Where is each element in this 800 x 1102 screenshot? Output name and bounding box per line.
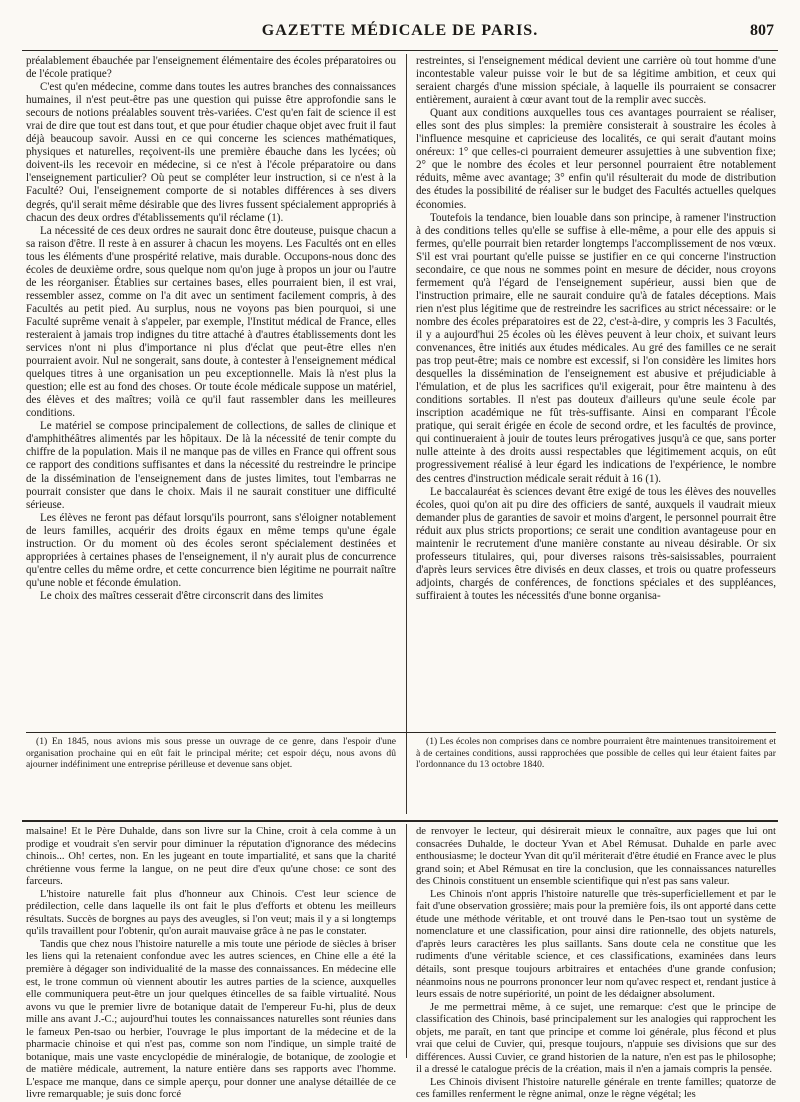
paragraph: Les Chinois divisent l'histoire naturelle générale en trente familles; quatorze de ces familles renferment le règne animal, onze le règne végétal; les <box>416 1076 776 1101</box>
footnote-text: (1) Les écoles non comprises dans ce nombre pourraient être maintenues transitoirement et à de certaines conditions, aussi rapprochées que possible de celles qui leur étaient faites par l'ordonnance du 13 octobre 1840. <box>416 736 776 770</box>
upper-left-column <box>26 55 396 728</box>
footnote-rule <box>26 732 776 733</box>
section-rule <box>22 820 778 822</box>
page-number: 807 <box>750 22 774 39</box>
paragraph: Les élèves ne feront pas défaut lorsqu'ils pourront, sans s'éloigner notablement de leurs familles, acquérir des droits égaux en même temps qu'une égale instruction. Or du moment où des écoles seront spécialement destinées et appropriées à certaines phases de l'enseignement, il n'y aurait plus de concurrence qu'entre celles du même ordre, et cette concurrence bien légitime ne pourrait naître qu'une noble et féconde émulation. <box>26 511 396 589</box>
lower-left-column <box>26 826 396 1101</box>
paragraph: Le matériel se compose principalement de collections, de salles de clinique et d'amphithéâtres alimentés par les hôpitaux. De là la nécessité de tenir compte du chiffre de la population. Mais il ne manque pas de villes en France qui offrent sous ce rapport des conditions suffisantes et dans la nécessité du restreindre le principe de la dissémination de l'enseignement dans de justes limites, tout l'embarras ne pourrait consister que dans le choix. Mais il ne saurait constituer une difficulté sérieuse. <box>26 420 396 511</box>
paragraph: Quant aux conditions auxquelles tous ces avantages pourraient se réaliser, elles sont des plus simples: la première consisterait à soustraire les écoles à l'influence mesquine et capricieuse des localités, ce qui serait d'autant moins onéreux: 1° que celles-ci pourraient demeurer assujetties à une subvention fixe; 2° que le nombre des écoles et leur personnel pourraient être notablement réduits, même avec avantage; 3° enfin qu'il résulterait du mode de distribution des études la possibilité de réaliser sur le budget des Facultés actuelles quelques économies. <box>416 107 776 211</box>
paragraph: de renvoyer le lecteur, qui désirerait mieux le connaître, aux pages que lui ont consacrées Duhalde, le docteur Yvan et Abel Rémusat. Duhalde en parle avec enthousiasme; le docteur Yvan dit qu'il mériterait d'être étudié en France avec le plus grand soin; et Abel Rémusat en tire la conclusion, que les connaissances naturelles des Chinois constituent un ensemble scientifique qui n'est pas sans valeur. <box>416 826 776 888</box>
paragraph: La nécessité de ces deux ordres ne saurait donc être douteuse, puisque chacun a sa raison d'être. Il reste à en assurer à chacun les moyens. Les Facultés ont en elles tous les éléments d'une prospérité relative, mais durable. Occupons-nous donc des écoles de deuxième ordre, sous quelque nom qu'on juge à propos un jour ou l'autre de les réorganiser. Établies sur certaines bases, elles pourraient bien, il est vrai, ressembler assez, comme on l'a dit avec un sentiment facilement compris, à des Facultés au petit pied. Au surplus, nous ne voyons pas bien pourquoi, si une Faculté suprême venait à s'appeler, par exemple, l'Institut médical de France, elles resteraient à jamais trop indignes du titre attaché à d'autres établissements dont les services n'ont ni plus d'importance ni plus d'éclat que peut-être elles n'en pourraient avoir. Nul ne songerait, sans doute, à contester à l'enseignement médical quelques titres à une organisation un peu exceptionnelle. Mais là n'est plus la question; elle est au fond des choses. Or toute école médicale suppose un matériel, des élèves et des maîtres; voilà ce qu'il faut rassembler dans les meilleures conditions. <box>26 224 396 420</box>
paragraph: Tandis que chez nous l'histoire naturelle a mis toute une période de siècles à briser les liens qui la retenaient confondue avec les autres sciences, en Chine elle a été la première à dégager son individualité de la masse des connaissances. En médecine elle est, le trone commun où viennent aboutir les autres parties de la science, auxquelles elle communiquera peut-être un jour quelques étincelles de sa faible virtualité. Nous avons vu que le premier livre de botanique datait de l'empereur Fu-hi, plus de deux mille ans avant J.-C.; aujourd'hui toutes les connaissances naturelles sont réunies dans le fameux Pen-tsao ou herbier, l'ouvrage le plus important de la médecine et de la pharmacie chinoise et qui n'est pas, comme son nom l'indique, un simple traité de botanique, mais une vaste encyclopédie de minéralogie, de botanique, de zoologie et de matière médicale, autrement, la nature entière dans ses rapports avec l'homme. L'espace me manque, dans ce simple aperçu, pour donner une analyse détaillée de ce livre remarquable; je suis donc forcé <box>26 938 396 1101</box>
footnote-right <box>416 736 776 810</box>
paragraph: préalablement ébauchée par l'enseignement élémentaire des écoles préparatoires ou de l'école pratique? <box>26 55 396 81</box>
footnote-left <box>26 736 396 810</box>
journal-title: GAZETTE MÉDICALE DE PARIS. <box>261 22 539 39</box>
paragraph: Le baccalauréat ès sciences devant être exigé de tous les élèves des nouvelles écoles, quoi qu'on ait pu dire des officiers de santé, auxquels il vaudrait mieux demander plus de garanties de savoir et moins d'argent, le personnel pourrait être réduit aux plus stricts proportions; ce serait une condition avantageuse pour en maintenir le recrutement d'une manière constante au niveau désirable. Or six professeurs titulaires, qui, pour diverses raisons très-saisissables, pourraient d'après leurs services être divisés en deux classes, et trois ou quatre professeurs adjoints, chargés de conférences, de fonctions spéciales et des suppléances, suffiraient à toutes les nécessités d'une bonne organisa- <box>416 485 776 602</box>
paragraph: C'est qu'en médecine, comme dans toutes les autres branches des connaissances humaines, il n'est peut-être pas une question qui puisse être approfondie sans le secours de notions préalables souvent très-variées. C'est qu'en fait de science il est vrai de dire que tout est dans tout, et que pour étudier chaque objet avec fruit il faut déjà beaucoup savoir. Aussi en ce qui concerne les sciences mathématiques, physiques et naturelles, reçoivent-ils une première ébauche dans les lycées; où doivent-ils les recevoir en médecine, si ce n'est à l'école préparatoire ou dans l'enseignement particulier? Où peut se compléter leur instruction, si ce n'est à la Faculté? Oui, l'enseignement comporte de si notables différences à ses divers degrés, qu'il serait même désirable que des livres fussent spécialement appropriés à chacun des deux ordres d'établissements qu'il réclame (1). <box>26 81 396 224</box>
paragraph: Le choix des maîtres cesserait d'être circonscrit dans des limites <box>40 589 324 602</box>
paragraph: Toutefois la tendance, bien louable dans son principe, à ramener l'instruction à des conditions telles qu'elle se suffise à elle-même, a pour elle des appuis si fermes, qu'elle pourrait bien retarder longtemps l'accomplissement de nos vœux. S'il est vrai pourtant qu'elle puisse se justifier en ce qui concerne l'instruction secondaire, ce que nous ne sommes point en mesure de décider, nous croyons fermement qu'à l'égard de l'enseignement supérieur, aussi bien que de l'instruction primaire, elle ne saurait conduire qu'à de fatales déceptions. Mais rien n'est plus légitime que de restreindre les sacrifices au strict nécessaire: or le nombre des écoles préparatoires est de 22, c'est-à-dire, y compris les 3 Facultés, il y a aujourd'hui 25 écoles où les élèves peuvent à leur choix, et suivant leurs convenances, être initiés aux études médicales. Au gré des familles ce ne serait pas trop peut-être; mais ce nombre est excessif, si l'on considère les limites hors desquelles la dissémination de l'enseignement est abusive et préjudiciable à l'émulation, et de plus les sacrifices qu'il exigerait, pour être maintenu à des conditions sortables. Il n'est pas douteux d'ailleurs qu'une seule école par inscription académique ne fût très-suffisante. Ainsi en comparant l'École pratique, qui serait érigée en école de second ordre, et les facultés de province, qui continueraient à jouir de toutes leurs prérogatives jusqu'à ce que, sans porter nulle atteinte à des droits aussi respectables que légitimement acquis, on eût progressivement réalisé à leur égard les indications de l'expérience, le nombre des centres d'instruction médicale serait réduit à 16 (1). <box>416 211 776 485</box>
paragraph: Je me permettrai même, à ce sujet, une remarque: c'est que le principe de classification des Chinois, basé principalement sur les analogies qui rapprochent les objets, me paraît, en tant que principe et comme loi générale, plus fécond et plus vrai que celui de Cuvier, qui, presque toujours, n'appuie ses divisions que sur des différences. Aussi Cuvier, ce grand historien de la nature, n'en est pas le philosophe; il a dressé le catalogue précis de la création, mais il n'en a jamais compris la pensée. <box>416 1001 776 1076</box>
paragraph: restreintes, si l'enseignement médical devient une carrière où tout homme d'une incontestable valeur puisse voir le but de sa légitime ambition, et ceux qui seraient chargés d'une mission spéciale, à laquelle ils pourraient se consacrer entièrement, auraient à cœur avant tout de la remplir avec succès. <box>416 55 776 107</box>
footnote-text: (1) En 1845, nous avions mis sous presse un ouvrage de ce genre, dans l'espoir d'une organisation prochaine qui en eût fait le principal mérite; cet espoir déçu, nous avons dû ajourner indéfiniment une entreprise périlleuse et devenue sans objet. <box>26 736 396 770</box>
paragraph: L'histoire naturelle fait plus d'honneur aux Chinois. C'est leur science de prédilection, celle dans laquelle ils ont fait le plus d'efforts et obtenu les meilleurs résultats. Succès de borgnes au pays des aveugles, si l'on veut; mais il y a si longtemps qu'ils travaillent pour l'obtenir, qu'on aurait mauvaise grâce à ne pas le constater. <box>26 888 396 938</box>
paragraph: malsaine! Et le Père Duhalde, dans son livre sur la Chine, croit à cela comme à un prodige et voudrait s'en servir pour diminuer la réputation d'ignorance des médecins chinois... Oh! certes, non. En les jugeant en toute impartialité, et sans que la charité chrétienne vous ferme la langue, on ne peut dire d'eux qu'une chose: ce sont des farceurs. <box>26 826 396 888</box>
header-rule <box>22 50 778 51</box>
column-divider <box>406 824 407 1058</box>
lower-right-column <box>416 826 776 1101</box>
column-divider <box>406 54 407 814</box>
upper-right-column <box>416 55 776 728</box>
paragraph: Les Chinois n'ont appris l'histoire naturelle que très-superficiellement et par le fait d'une observation grossière; mais pour la première fois, ils ont apporté dans cette étude une méthode véritable, et ont trouvé dans le Pen-tsao tout un système de nomenclature et une classification, pour ainsi dire rationnelle, des objets naturels, d'après leurs caractères les plus saillants. Sans doute cela ne constitue que les rudiments d'une véritable science, et ces classifications, examinées dans leurs détails, sont presque toujours arbitraires et entachées d'une grande confusion; néanmoins nous ne pourrons prononcer leur nom qu'avec respect et, rendant justice à leurs essais de notre supériorité, un point de les dédaigner absolument. <box>416 888 776 1001</box>
page-header <box>22 14 778 48</box>
